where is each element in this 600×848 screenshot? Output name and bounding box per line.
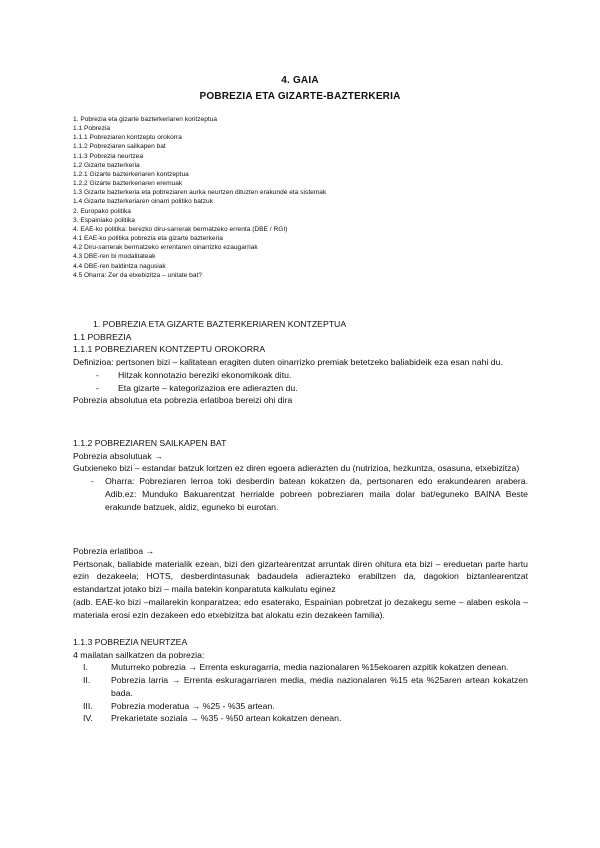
section-heading: 1. POBREZIA ETA GIZARTE BAZTERKERIAREN KONTZEPTUA: [93, 319, 347, 329]
list-item: [73, 712, 528, 725]
toc-entry: 1.1.3 Pobrezia neurtzea: [73, 152, 144, 160]
subsection-heading: 1.1.3 POBREZIA NEURTZEA: [73, 637, 188, 647]
toc-entry: 1.3 Gizarte bazterkeria eta pobreziaren aurka neurtzen dituzten erakunde eta sistemak: [73, 189, 327, 197]
list-item-text: Oharra: Pobreziaren lerroa toki desberdin batean kokatzen da, pertsonaren edo erakundearen arabera. Adib.ez: Munduko Bakuarentzat herrialde pobreen pobreziaren maila dolar bat/eguneko BAINA Beste erakunde batzuek, aldiz, eguneko bi eurotan.: [105, 476, 528, 512]
list-item-text: Muturreko pobrezia → Errenta eskuragarria, media nazionalaren %15ekoaren azpitik kokatzen denean.: [111, 662, 509, 673]
list-item: [73, 700, 528, 713]
roman-numeral: IV.: [83, 713, 93, 724]
toc-entry: 4.4 DBE-ren baldintza nagusiak: [73, 262, 166, 270]
list-item: [73, 475, 528, 513]
subsection-heading: 1.1.2 POBREZIAREN SAILKAPEN BAT: [73, 438, 227, 448]
list-item-text: Hitzak konnotazio bereziki ekonomikoak ditu.: [118, 369, 292, 380]
chapter-title: POBREZIA ETA GIZARTE-BAZTERKERIA: [199, 91, 401, 102]
toc-entry: 1.2.2 Gizarte bazterkeriaren eremuak: [73, 180, 183, 188]
roman-numeral: II.: [83, 675, 91, 686]
section-1-1-2: [73, 437, 528, 513]
toc-entry: 1.1.2 Pobreziaren sailkapen bat: [73, 143, 166, 151]
paragraph: Pobrezia absolutua eta pobrezia erlatiboa bereizi ohi dira: [73, 395, 293, 406]
term-label: Pobrezia absolutuak →: [73, 450, 163, 461]
paragraph: 4 mailatan sailkatzen da pobrezia:: [73, 649, 205, 660]
list-item: [73, 369, 528, 382]
toc-entry: 4.2 Diru-sarrerak bermatzeko errentaren oinarrizko ezaugarriak: [73, 244, 258, 252]
section-1: [73, 318, 528, 407]
toc-entry: 1. Pobrezia eta gizarte bazterkeriaren kontzeptua: [73, 116, 218, 123]
toc-entry: 4. EAE-ko politika: berezko diru-sarrerak bermatzeko errenta (DBE / RGI): [73, 225, 288, 233]
list-item: [73, 661, 528, 674]
toc-entry: 4.3 DBE-ren bi modalitateak: [73, 253, 156, 261]
list-item-text: Pobrezia larria → Errenta eskuragarriaren media, media nazionalaren %15 eta %25aren artean kokatzen bada.: [111, 675, 528, 698]
toc-entry: 4.5 Oharra: Zer da etxebizitza – unitate bat?: [73, 271, 203, 279]
paragraph: Pertsonak, baliabide materialik ezean, bizi den gizartearentzat arruntak diren ohitura eta bizi – ereduetan parte hartu ezin dezakeela; HOTS, desberdintasunak badaudela adierazteko erabiltzen da, dagokion biztanlearentzat estandartzat jotako bizi – maila batekin konparatuta kalkulatu eginez: [73, 558, 528, 595]
toc-entry: 2. Europako politika: [73, 207, 131, 215]
toc-entry: 1.1 Pobrezia: [73, 125, 111, 133]
list-item-text: Pobrezia moderatua → %25 - %35 artean.: [111, 700, 275, 711]
roman-numeral: I.: [83, 662, 88, 673]
term-label: Pobrezia erlatiboa →: [73, 546, 155, 556]
toc-entry: 1.4 Gizarte bazterkeriaren oinarri politiko batzuk: [73, 198, 214, 206]
list-item-text: Prekarietate soziala → %35 - %50 artean kokatzen denean.: [111, 713, 342, 724]
chapter-number: 4. GAIA: [281, 75, 319, 86]
roman-numeral: III.: [83, 700, 93, 711]
section-1-1-3: [73, 636, 528, 725]
toc-entry: 1.2.1 Gizarte bazterkeriaren kontzeptua: [73, 170, 189, 178]
subsection-heading: 1.1.1 POBREZIAREN KONTZEPTU OROKORRA: [73, 344, 266, 355]
toc-entry: 3. Espainiako politika: [73, 216, 135, 224]
list-item: [73, 382, 528, 395]
paragraph: (adb. EAE-ko bizi –mailarekin konparatzea; edo esaterako, Espainian pobretzat jo dezakegu seme – alaben eskola – materiala erosi ezin dezakeen edo etxebizitza bat alokatu ezin dezakeen familia).: [73, 596, 528, 620]
subsection-heading: 1.1 POBREZIA: [73, 331, 132, 342]
list-item-text: Eta gizarte – kategorizazioa ere adierazten du.: [118, 382, 298, 393]
dash-bullet: -: [96, 369, 99, 380]
table-of-contents: [73, 115, 553, 280]
title-block: [0, 73, 600, 105]
list-item: [73, 674, 528, 699]
dash-bullet: -: [91, 476, 94, 487]
toc-entry: 4.1 EAE-ko politika pobrezia eta gizarte bazterkeria: [73, 235, 223, 243]
dash-bullet: -: [96, 382, 99, 393]
paragraph: Gutxieneko bizi – estandar batzuk lortzen ez diren egoera adierazten du (nutrizioa, hezkuntza, osasuna, etxebizitza): [73, 463, 520, 474]
toc-entry: 1.2 Gizarte bazterkeria: [73, 161, 140, 169]
toc-entry: 1.1.1 Pobreziaren kontzeptu orokorra: [73, 134, 182, 142]
relative-poverty-block: [73, 545, 528, 621]
definition-paragraph: Definizioa: pertsonen bizi – kalitatean eragiten duten oinarrizko premiak betetzeko baliabideik eza esan nahi du.: [73, 357, 503, 368]
